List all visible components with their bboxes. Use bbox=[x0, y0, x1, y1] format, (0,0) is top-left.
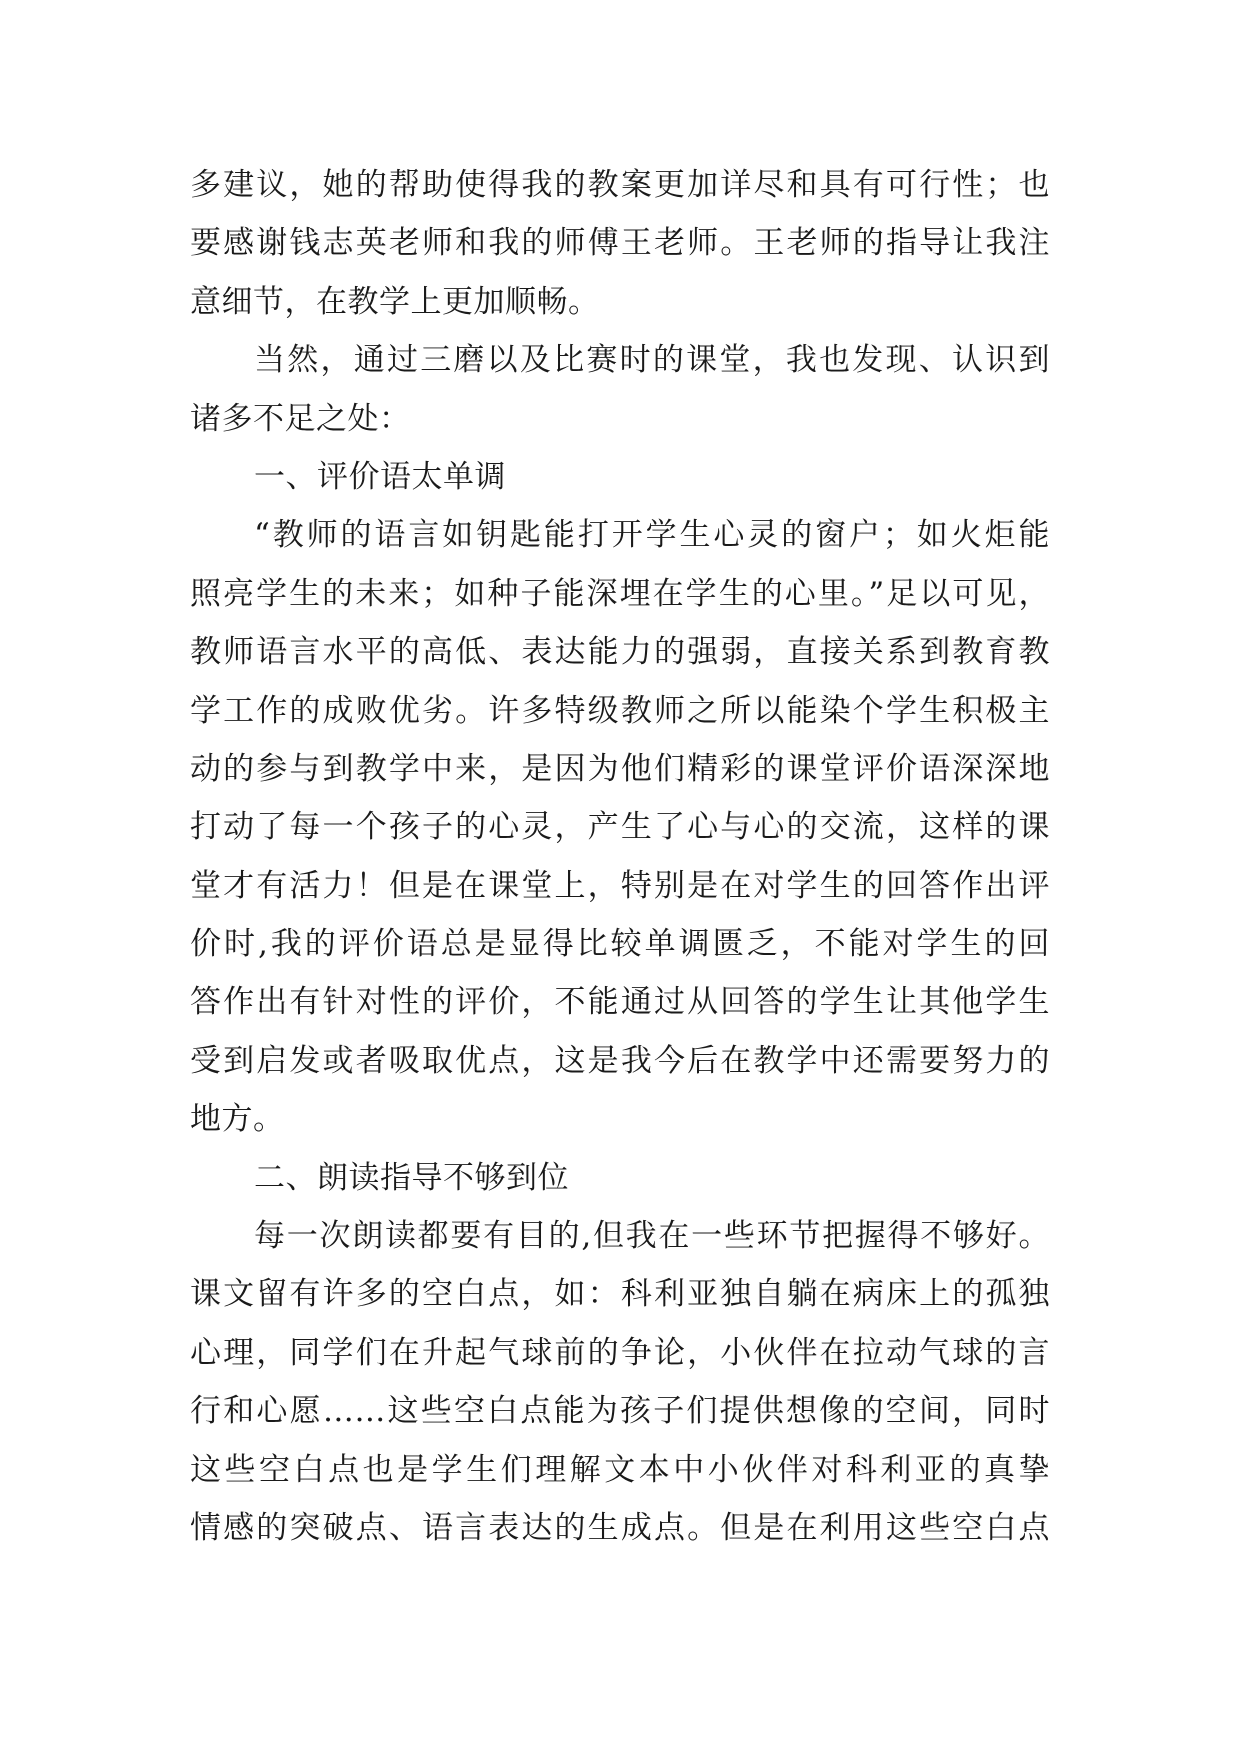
text-line: 照亮学生的未来；如种子能深埋在学生的心里。”足以可见， bbox=[190, 575, 1050, 612]
text-line: 当然，通过三磨以及比赛时的课堂，我也发现、认识到 bbox=[254, 342, 1050, 379]
text-line: 情感的突破点、语言表达的生成点。但是在利用这些空白点 bbox=[190, 1509, 1050, 1546]
text-line: 地方。 bbox=[190, 1101, 285, 1138]
text-line: 这些空白点也是学生们理解文本中小伙伴对科利亚的真挚 bbox=[190, 1451, 1050, 1488]
text-line: “教师的语言如钥匙能打开学生心灵的窗户；如火炬能 bbox=[254, 517, 1050, 554]
text-line: 心理，同学们在升起气球前的争论，小伙伴在拉动气球的言 bbox=[190, 1334, 1050, 1371]
text-line: 学工作的成败优劣。许多特级教师之所以能染个学生积极主 bbox=[190, 692, 1050, 729]
text-line: 堂才有活力！但是在课堂上，特别是在对学生的回答作出评 bbox=[190, 867, 1050, 904]
text-line: 答作出有针对性的评价，不能通过从回答的学生让其他学生 bbox=[190, 984, 1050, 1021]
text-line: 价时,我的评价语总是显得比较单调匮乏，不能对学生的回 bbox=[190, 926, 1050, 963]
text-line: 诸多不足之处： bbox=[190, 400, 411, 437]
text-line: 要感谢钱志英老师和我的师傅王老师。王老师的指导让我注 bbox=[190, 225, 1050, 262]
section-heading: 一、评价语太单调 bbox=[254, 458, 506, 495]
text-line: 动的参与到教学中来，是因为他们精彩的课堂评价语深深地 bbox=[190, 750, 1050, 787]
text-line: 教师语言水平的高低、表达能力的强弱，直接关系到教育教 bbox=[190, 634, 1050, 671]
section-heading: 二、朗读指导不够到位 bbox=[254, 1159, 569, 1196]
text-line: 多建议，她的帮助使得我的教案更加详尽和具有可行性；也 bbox=[190, 167, 1050, 203]
text-line: 每一次朗读都要有目的,但我在一些环节把握得不够好。 bbox=[254, 1218, 1050, 1255]
text-line: 课文留有许多的空白点，如：科利亚独自躺在病床上的孤独 bbox=[190, 1276, 1050, 1313]
document-body bbox=[190, 156, 1050, 1557]
text-line: 行和心愿……这些空白点能为孩子们提供想像的空间，同时 bbox=[190, 1393, 1050, 1430]
text-line: 受到启发或者吸取优点，这是我今后在教学中还需要努力的 bbox=[190, 1042, 1050, 1079]
text-line: 打动了每一个孩子的心灵，产生了心与心的交流，这样的课 bbox=[190, 809, 1050, 846]
text-line: 意细节，在教学上更加顺畅。 bbox=[190, 283, 600, 320]
